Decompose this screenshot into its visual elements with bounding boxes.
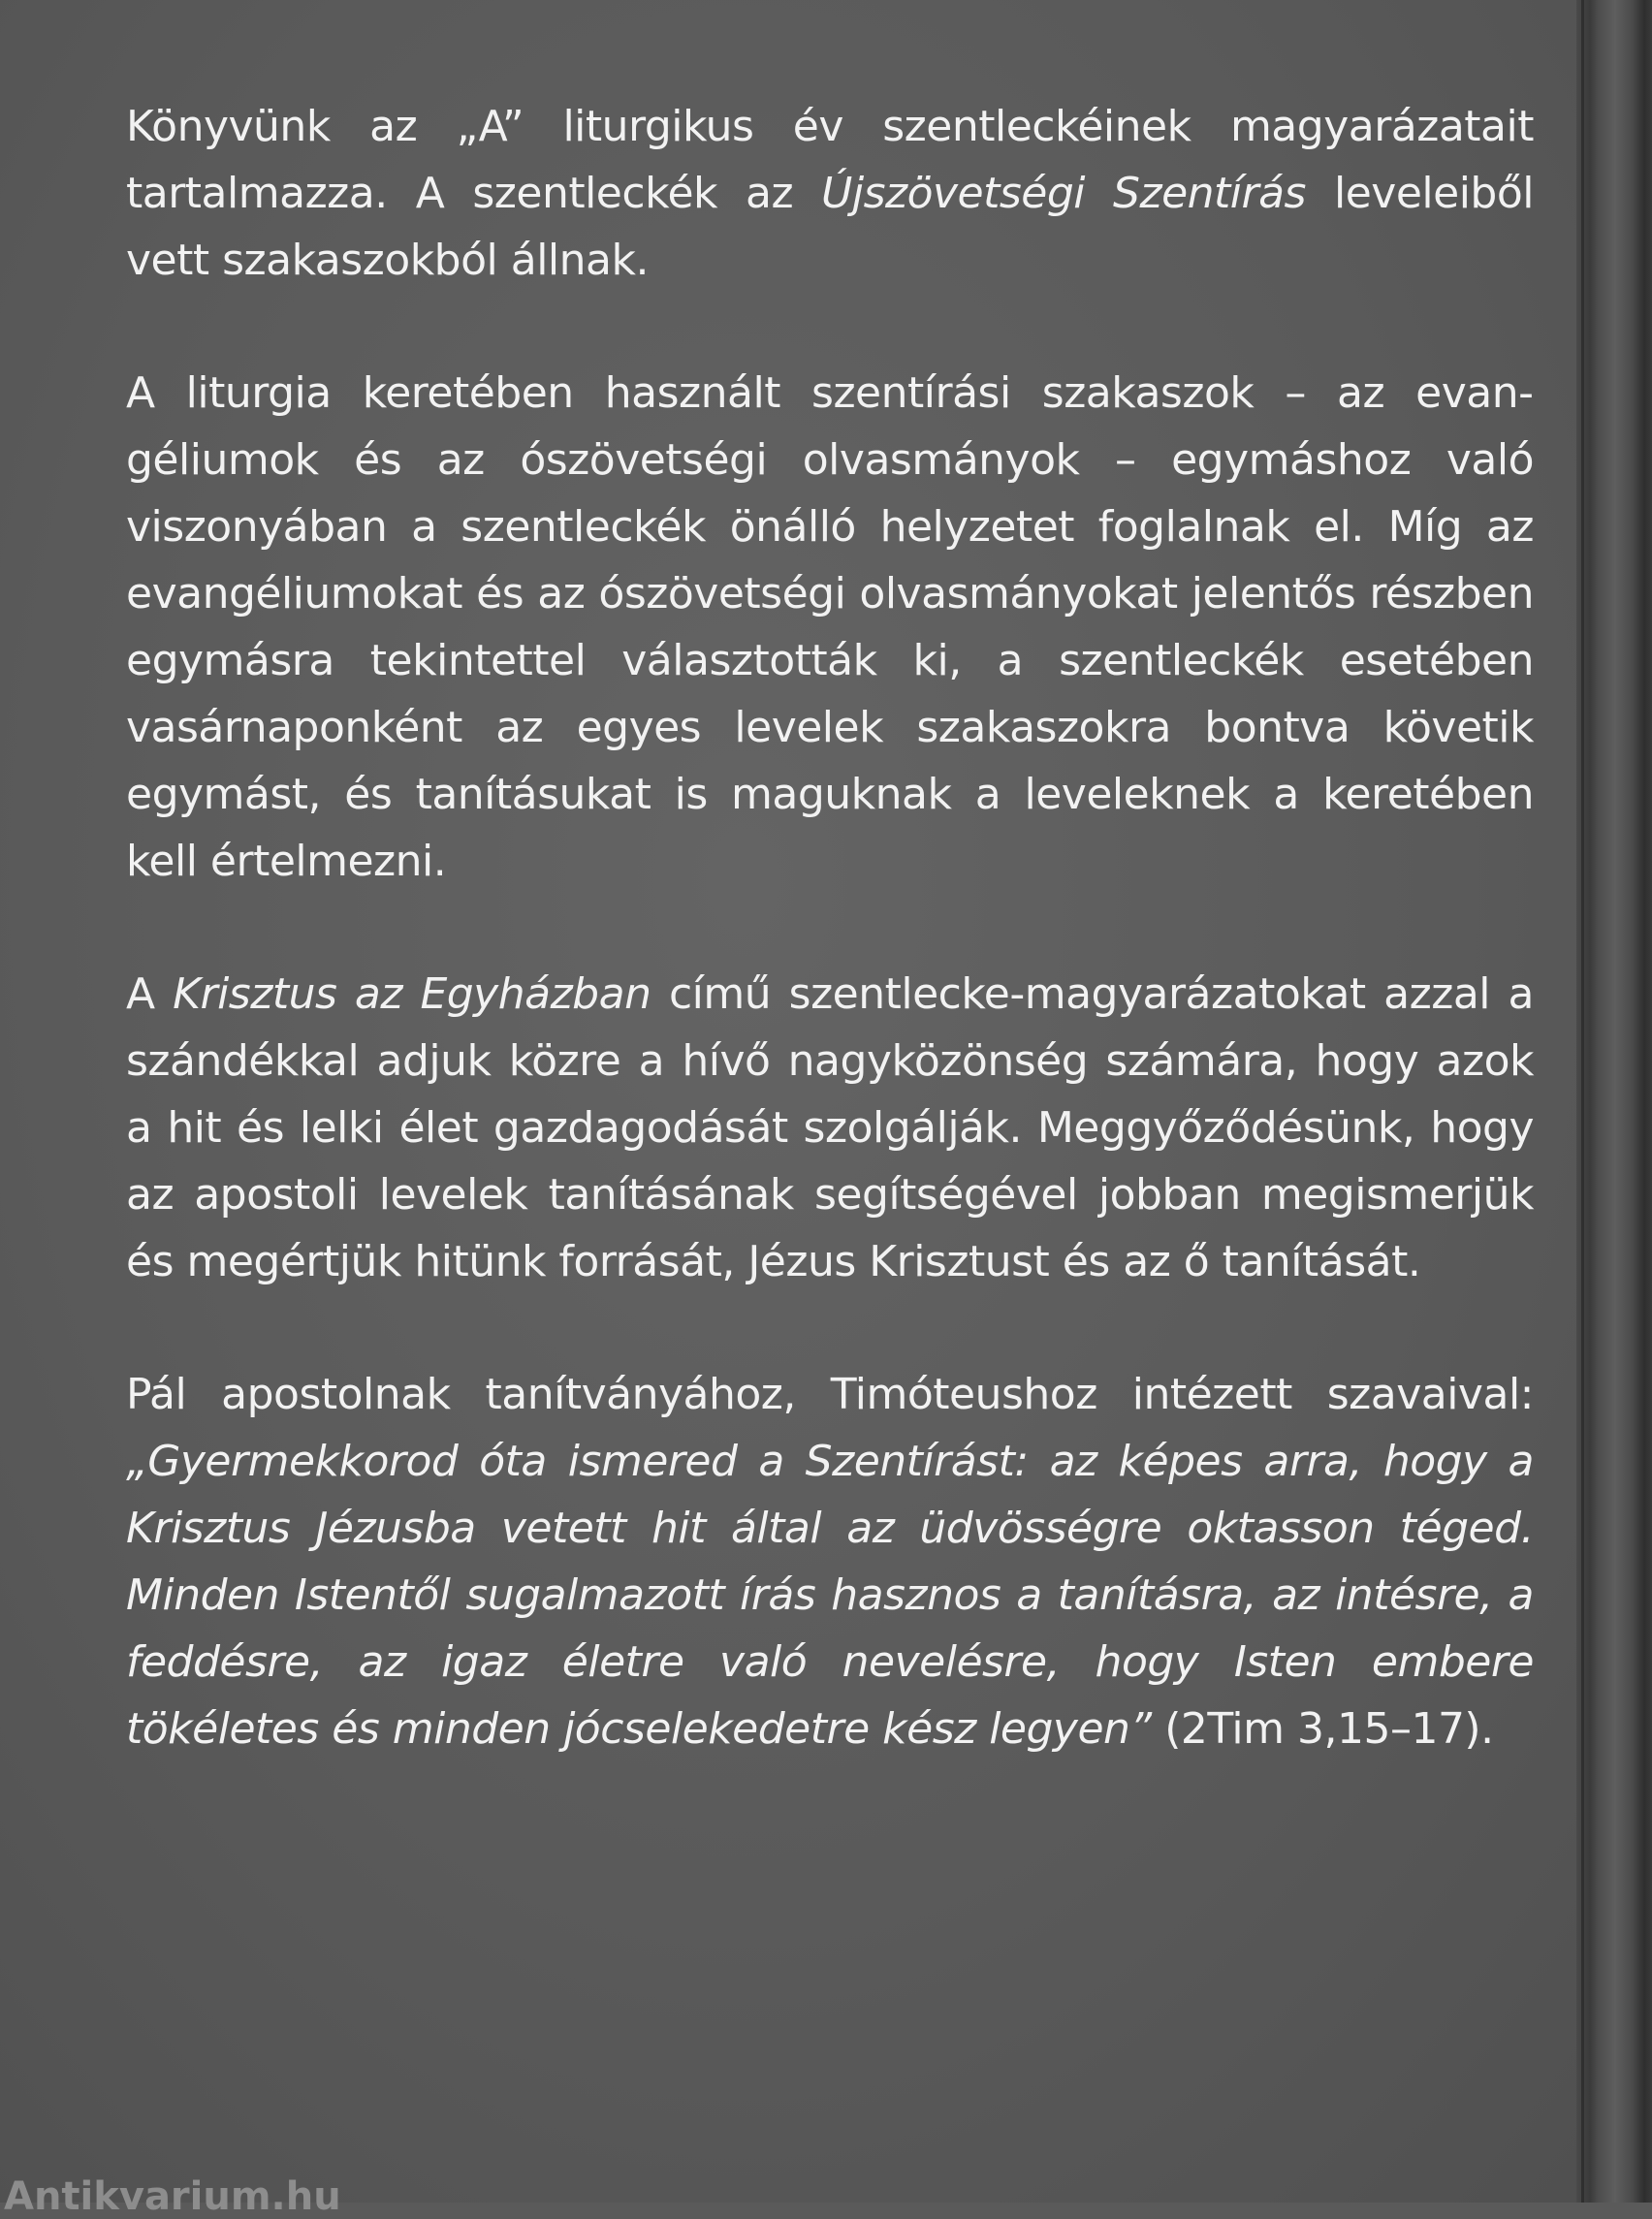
cover-text-block bbox=[126, 93, 1534, 1828]
paragraph-quote-intro: Pál apostolnak tanítványához, Timóteushoz intézett szavaival: bbox=[126, 1370, 1534, 1419]
paragraph-quote bbox=[126, 1361, 1534, 1762]
spine-crease-line bbox=[1581, 0, 1584, 2203]
paragraph-intro-part-3: leveleiből vett szakaszokból állnak. bbox=[126, 169, 1535, 285]
watermark-text: Antikvarium.hu bbox=[4, 2174, 341, 2219]
paragraph-liturgy-text: A liturgia keretében használt szentírási szakaszok – az evangéliumok és az ószövetségi olvasmányok – egymáshoz való viszonyában a szentleckék önálló helyzetet foglalnak el. Míg az evangéliumokat és az ószövetségi olvasmányokat jelentős részben egymásra tekintettel választották ki, a szentleckék esetében vasárnaponként az egyes levelek szakaszokra bontva követik egymást, és tanításukat is maguknak a leveleknek a keretében kell értelmezni. bbox=[126, 368, 1534, 886]
paragraph-purpose-title-italic: Krisztus az Egyházban bbox=[173, 969, 651, 1019]
paragraph-purpose-part-1: A bbox=[126, 969, 174, 1019]
paragraph-intro bbox=[126, 93, 1534, 294]
paragraph-quote-italic: „Gyermekkorod óta ismered a Szentírást: az képes arra, hogy a Krisztus Jézusba vetett hit által az üdvösségre oktasson téged. Minden Istentől sugalmazott írás hasznos a tanításra, az intésre, a feddésre, az igaz életre való nevelésre, hogy Isten embere tökéletes és minden jócselekedetre kész legyen” bbox=[126, 1437, 1534, 1754]
book-spine-edge bbox=[1576, 0, 1652, 2203]
paragraph-purpose bbox=[126, 961, 1534, 1295]
paragraph-intro-title-italic: Újszövetségi Szentírás bbox=[821, 169, 1306, 218]
paragraph-intro-part-1: Könyvünk az „A” liturgikus év szentleckéinek magyarázatait tartalmazza. A szentleckék az bbox=[126, 102, 1534, 218]
paragraph-purpose-part-3: című szentlecke-magyarázatokat azzal a szándékkal adjuk közre a hívő nagyközönség számára, hogy azok a hit és lelki élet gazdagodását szolgálják. Meggyőződésünk, hogy az apostoli levelek tanításának segítségével jobban megismerjük és megértjük hitünk forrását, Jézus Krisztust és az ő tanítását. bbox=[126, 969, 1535, 1286]
paragraph-liturgy bbox=[126, 360, 1534, 895]
paragraph-quote-reference: (2Tim 3,15–17). bbox=[1151, 1704, 1494, 1754]
